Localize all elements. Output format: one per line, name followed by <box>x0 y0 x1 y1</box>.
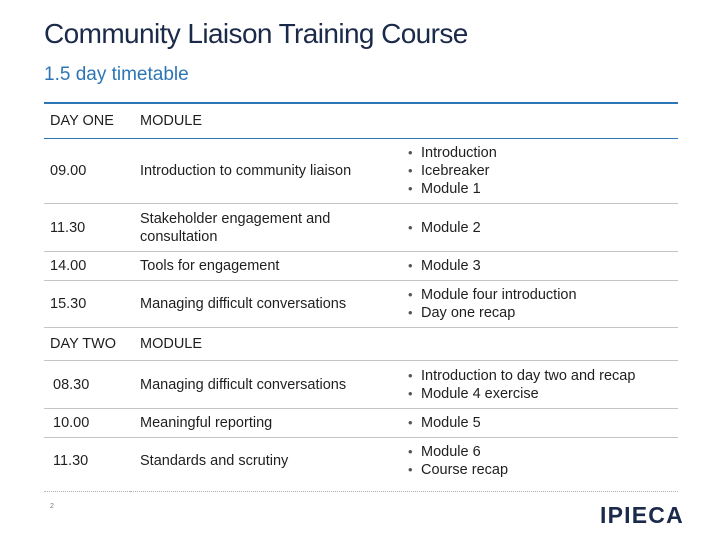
timetable <box>44 102 678 484</box>
topic-item: • Course recap <box>407 461 508 479</box>
footer-divider-left <box>44 491 130 492</box>
row-topics <box>407 257 481 275</box>
footer-divider-right <box>130 491 678 492</box>
row-topics <box>407 367 635 403</box>
table-row <box>44 204 678 252</box>
row-topics <box>407 414 481 432</box>
row-module: Stakeholder engagement and consultation <box>140 210 331 245</box>
table-row <box>44 409 678 438</box>
topic-item: • Module 6 <box>407 443 508 461</box>
day-two-module-heading: MODULE <box>140 336 203 352</box>
row-topics <box>407 286 577 322</box>
topic-item: • Introduction to day two and recap <box>407 367 635 385</box>
topic-item: • Module 4 exercise <box>407 385 635 403</box>
row-module: Tools for engagement <box>140 258 280 274</box>
topic-item: • Module 1 <box>407 180 497 198</box>
topic-item: • Module 2 <box>407 219 481 237</box>
day-one-module-heading: MODULE <box>140 113 203 129</box>
row-time: 10.00 <box>53 415 90 431</box>
row-time: 15.30 <box>50 296 87 312</box>
row-time: 08.30 <box>53 376 90 393</box>
page-subtitle: 1.5 day timetable <box>44 64 189 85</box>
topic-item: • Module four introduction <box>407 286 577 304</box>
ipieca-logo: IPIECA <box>600 502 684 528</box>
row-time: 11.30 <box>53 453 89 469</box>
row-module: Standards and scrutiny <box>140 453 289 469</box>
page-number: 2 <box>50 503 54 510</box>
table-row <box>44 281 678 328</box>
topic-item: • Module 3 <box>407 257 481 275</box>
row-module: Managing difficult conversations <box>140 376 347 393</box>
day-one-label: DAY ONE <box>50 113 114 129</box>
row-time: 14.00 <box>50 258 87 274</box>
row-module: Meaningful reporting <box>140 415 273 431</box>
table-row <box>44 360 678 409</box>
table-row <box>44 252 678 281</box>
topic-item: • Introduction <box>407 144 497 162</box>
row-time: 09.00 <box>50 163 87 179</box>
row-topics <box>407 443 508 479</box>
table-row <box>44 139 678 204</box>
topic-item: • Day one recap <box>407 304 577 322</box>
row-topics <box>407 144 497 198</box>
row-time: 11.30 <box>50 219 86 236</box>
day-two-header-row <box>44 328 678 360</box>
topic-item: • Icebreaker <box>407 162 497 180</box>
day-one-header-row <box>44 104 678 139</box>
topic-item: • Module 5 <box>407 414 481 432</box>
row-topics <box>407 219 481 237</box>
day-two-label: DAY TWO <box>50 336 117 352</box>
page-title: Community Liaison Training Course <box>44 18 468 49</box>
row-module: Managing difficult conversations <box>140 296 347 312</box>
table-row <box>44 438 678 484</box>
row-module: Introduction to community liaison <box>140 163 352 179</box>
